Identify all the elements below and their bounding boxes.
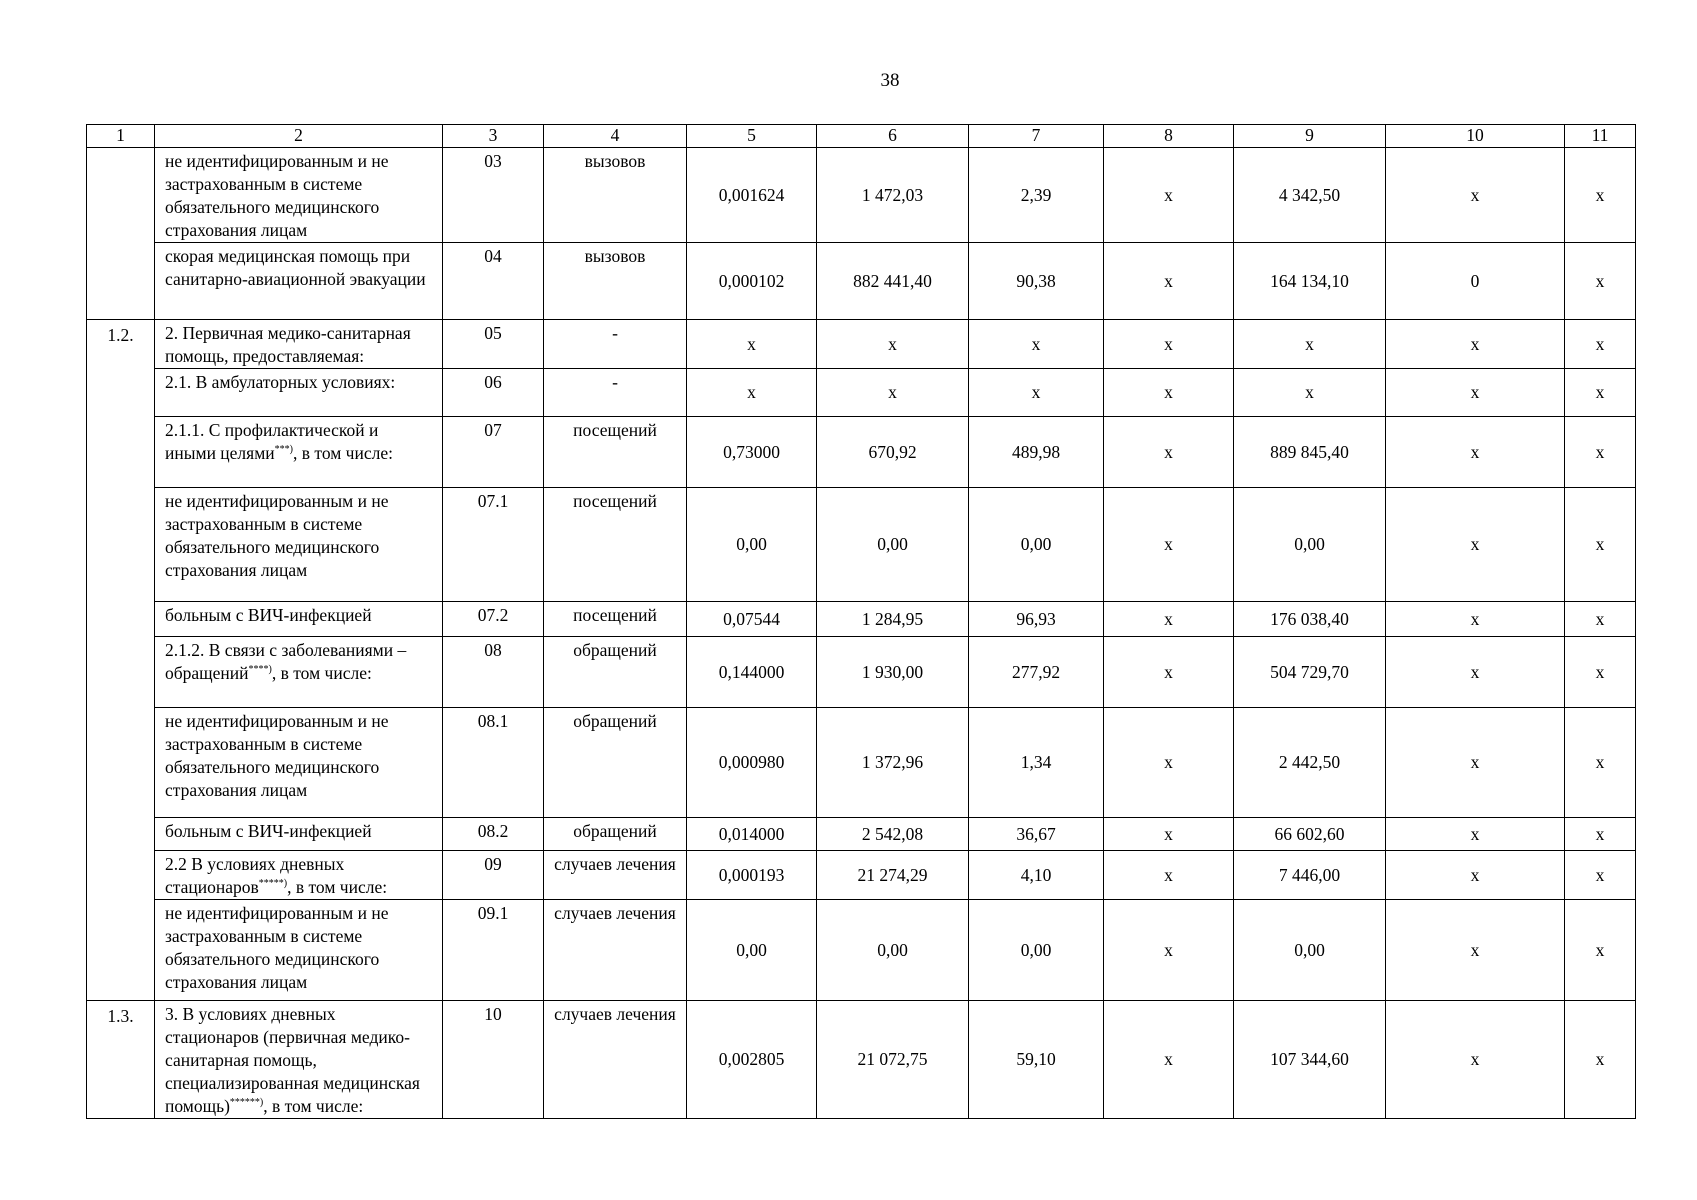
value-cell: x xyxy=(1386,320,1565,369)
value-cell: 21 072,75 xyxy=(817,1001,969,1119)
value-cell: x xyxy=(1565,369,1636,417)
column-header: 3 xyxy=(443,125,544,148)
value-cell: x xyxy=(1386,851,1565,900)
description-text: больным с ВИЧ-инфекцией xyxy=(165,821,372,841)
description-text: 2. Первичная медико-санитарная помощь, предоставляемая: xyxy=(165,323,411,366)
table-row xyxy=(87,851,1636,900)
value-cell: 0,00 xyxy=(1234,488,1386,602)
value-cell: 176 038,40 xyxy=(1234,602,1386,637)
value-cell: 0,144000 xyxy=(687,637,817,708)
description-text: не идентифицированным и не застрахованным в системе обязательного медицинского страхования лицам xyxy=(165,151,389,240)
value-cell: x xyxy=(1386,417,1565,488)
value-cell: x xyxy=(1565,851,1636,900)
footnote-mark: ******) xyxy=(229,1097,264,1109)
description-text: не идентифицированным и не застрахованным в системе обязательного медицинского страхования лицам xyxy=(165,491,389,580)
value-cell: 277,92 xyxy=(969,637,1104,708)
row-description xyxy=(155,488,443,602)
value-cell: x xyxy=(1104,417,1234,488)
row-code: 07.1 xyxy=(443,488,544,602)
description-text: не идентифицированным и не застрахованным в системе обязательного медицинского страхования лицам xyxy=(165,711,389,800)
row-description xyxy=(155,243,443,320)
value-cell: 2 442,50 xyxy=(1234,708,1386,818)
row-description xyxy=(155,851,443,900)
row-description xyxy=(155,637,443,708)
row-unit: обращений xyxy=(544,637,687,708)
value-cell: 2,39 xyxy=(969,148,1104,243)
value-cell: x xyxy=(1386,602,1565,637)
row-code: 08 xyxy=(443,637,544,708)
description-text: не идентифицированным и не застрахованным в системе обязательного медицинского страхования лицам xyxy=(165,903,389,992)
value-cell: 670,92 xyxy=(817,417,969,488)
description-text: 2.1.1. С профилактической и иными целями xyxy=(165,420,379,463)
value-cell: 0,73000 xyxy=(687,417,817,488)
row-unit: обращений xyxy=(544,818,687,851)
column-header: 11 xyxy=(1565,125,1636,148)
column-header: 4 xyxy=(544,125,687,148)
value-cell: 59,10 xyxy=(969,1001,1104,1119)
page-number: 38 xyxy=(880,70,900,91)
value-cell: x xyxy=(1565,320,1636,369)
footnote-mark: ****) xyxy=(248,664,272,676)
value-cell: x xyxy=(1104,818,1234,851)
value-cell: x xyxy=(1234,320,1386,369)
value-cell: x xyxy=(1565,818,1636,851)
row-description xyxy=(155,1001,443,1119)
value-cell: 882 441,40 xyxy=(817,243,969,320)
value-cell: x xyxy=(1386,637,1565,708)
row-code: 04 xyxy=(443,243,544,320)
row-number: 1.3. xyxy=(87,1001,155,1119)
value-cell: x xyxy=(1565,243,1636,320)
data-table xyxy=(86,124,1636,1119)
value-cell: x xyxy=(1386,900,1565,1001)
table-row xyxy=(87,637,1636,708)
value-cell: x xyxy=(817,369,969,417)
table-row xyxy=(87,602,1636,637)
column-header: 7 xyxy=(969,125,1104,148)
value-cell: x xyxy=(1386,488,1565,602)
row-number: 1.2. xyxy=(87,320,155,1001)
description-text: 3. В условиях дневных стационаров (первичная медико-санитарная помощь, специализированная медицинская помощь) xyxy=(165,1004,420,1116)
row-code: 07.2 xyxy=(443,602,544,637)
row-description xyxy=(155,369,443,417)
row-description xyxy=(155,148,443,243)
row-unit: вызовов xyxy=(544,148,687,243)
value-cell: x xyxy=(1386,708,1565,818)
value-cell: x xyxy=(1565,417,1636,488)
row-unit: - xyxy=(544,320,687,369)
column-header: 8 xyxy=(1104,125,1234,148)
row-code: 06 xyxy=(443,369,544,417)
value-cell: x xyxy=(1565,637,1636,708)
value-cell: 0,00 xyxy=(817,488,969,602)
value-cell: 1 930,00 xyxy=(817,637,969,708)
value-cell: x xyxy=(1565,708,1636,818)
value-cell: 0,002805 xyxy=(687,1001,817,1119)
table-row xyxy=(87,369,1636,417)
row-unit: - xyxy=(544,369,687,417)
table-row xyxy=(87,243,1636,320)
value-cell: 90,38 xyxy=(969,243,1104,320)
row-code: 10 xyxy=(443,1001,544,1119)
value-cell: 0,00 xyxy=(817,900,969,1001)
row-unit: случаев лечения xyxy=(544,851,687,900)
value-cell: x xyxy=(817,320,969,369)
table-row xyxy=(87,417,1636,488)
row-code: 03 xyxy=(443,148,544,243)
row-unit: посещений xyxy=(544,488,687,602)
value-cell: 96,93 xyxy=(969,602,1104,637)
value-cell: x xyxy=(1565,900,1636,1001)
column-header: 10 xyxy=(1386,125,1565,148)
table-row xyxy=(87,818,1636,851)
value-cell: 164 134,10 xyxy=(1234,243,1386,320)
value-cell: x xyxy=(969,320,1104,369)
value-cell: x xyxy=(1104,637,1234,708)
row-description xyxy=(155,602,443,637)
description-text: 2.1. В амбулаторных условиях: xyxy=(165,372,396,392)
value-cell: x xyxy=(1386,1001,1565,1119)
value-cell: x xyxy=(1104,900,1234,1001)
header-row xyxy=(87,125,1636,148)
value-cell: x xyxy=(1386,818,1565,851)
value-cell: 0,00 xyxy=(687,488,817,602)
value-cell: 0,00 xyxy=(1234,900,1386,1001)
row-description xyxy=(155,818,443,851)
column-header: 5 xyxy=(687,125,817,148)
table-row xyxy=(87,900,1636,1001)
row-unit: случаев лечения xyxy=(544,1001,687,1119)
row-description xyxy=(155,417,443,488)
value-cell: 36,67 xyxy=(969,818,1104,851)
value-cell: x xyxy=(1565,1001,1636,1119)
table-row xyxy=(87,1001,1636,1119)
description-tail: , в том числе: xyxy=(263,1096,364,1116)
row-code: 08.1 xyxy=(443,708,544,818)
value-cell: x xyxy=(1104,488,1234,602)
value-cell: x xyxy=(1386,369,1565,417)
value-cell: 1 472,03 xyxy=(817,148,969,243)
column-header: 1 xyxy=(87,125,155,148)
row-code: 08.2 xyxy=(443,818,544,851)
row-description xyxy=(155,708,443,818)
value-cell: 7 446,00 xyxy=(1234,851,1386,900)
value-cell: 0,000193 xyxy=(687,851,817,900)
value-cell: 107 344,60 xyxy=(1234,1001,1386,1119)
value-cell: x xyxy=(969,369,1104,417)
value-cell: 2 542,08 xyxy=(817,818,969,851)
value-cell: x xyxy=(1104,320,1234,369)
row-unit: посещений xyxy=(544,602,687,637)
row-code: 09.1 xyxy=(443,900,544,1001)
row-code: 05 xyxy=(443,320,544,369)
row-code: 07 xyxy=(443,417,544,488)
value-cell: x xyxy=(1565,488,1636,602)
row-unit: вызовов xyxy=(544,243,687,320)
value-cell: 4 342,50 xyxy=(1234,148,1386,243)
value-cell: 1 284,95 xyxy=(817,602,969,637)
value-cell: x xyxy=(1104,708,1234,818)
value-cell: 889 845,40 xyxy=(1234,417,1386,488)
value-cell: x xyxy=(1234,369,1386,417)
value-cell: x xyxy=(1565,148,1636,243)
value-cell: 1,34 xyxy=(969,708,1104,818)
description-tail: , в том числе: xyxy=(271,663,372,683)
value-cell: x xyxy=(1104,243,1234,320)
value-cell: x xyxy=(1104,602,1234,637)
value-cell: 66 602,60 xyxy=(1234,818,1386,851)
description-text: 2.1.2. В связи с заболеваниями – обращений xyxy=(165,640,407,683)
value-cell: 0,014000 xyxy=(687,818,817,851)
description-text: больным с ВИЧ-инфекцией xyxy=(165,605,372,625)
value-cell: x xyxy=(1104,1001,1234,1119)
table-row xyxy=(87,708,1636,818)
table-row xyxy=(87,488,1636,602)
footnote-mark: ***) xyxy=(274,444,294,456)
value-cell: 504 729,70 xyxy=(1234,637,1386,708)
value-cell: 0,000102 xyxy=(687,243,817,320)
value-cell: 489,98 xyxy=(969,417,1104,488)
value-cell: x xyxy=(1104,851,1234,900)
footnote-mark: *****) xyxy=(258,878,288,890)
description-tail: , в том числе: xyxy=(293,443,393,463)
value-cell: x xyxy=(1104,148,1234,243)
row-code: 09 xyxy=(443,851,544,900)
column-header: 9 xyxy=(1234,125,1386,148)
row-unit: случаев лечения xyxy=(544,900,687,1001)
value-cell: 0,00 xyxy=(969,900,1104,1001)
description-text: скорая медицинская помощь при санитарно-авиационной эвакуации xyxy=(165,246,426,289)
value-cell: x xyxy=(1565,602,1636,637)
description-tail: , в том числе: xyxy=(287,877,388,897)
value-cell: 1 372,96 xyxy=(817,708,969,818)
value-cell: 0,00 xyxy=(969,488,1104,602)
value-cell: x xyxy=(687,369,817,417)
column-header: 6 xyxy=(817,125,969,148)
value-cell: 0,001624 xyxy=(687,148,817,243)
table-row xyxy=(87,320,1636,369)
value-cell: x xyxy=(1104,369,1234,417)
column-header: 2 xyxy=(155,125,443,148)
row-description xyxy=(155,900,443,1001)
value-cell: 0,000980 xyxy=(687,708,817,818)
row-unit: посещений xyxy=(544,417,687,488)
value-cell: 4,10 xyxy=(969,851,1104,900)
value-cell: x xyxy=(687,320,817,369)
value-cell: 21 274,29 xyxy=(817,851,969,900)
value-cell: 0 xyxy=(1386,243,1565,320)
row-description xyxy=(155,320,443,369)
row-number xyxy=(87,148,155,320)
value-cell: x xyxy=(1386,148,1565,243)
table-row xyxy=(87,148,1636,243)
value-cell: 0,00 xyxy=(687,900,817,1001)
value-cell: 0,07544 xyxy=(687,602,817,637)
row-unit: обращений xyxy=(544,708,687,818)
description-text: 2.2 В условиях дневных стационаров xyxy=(165,854,345,897)
